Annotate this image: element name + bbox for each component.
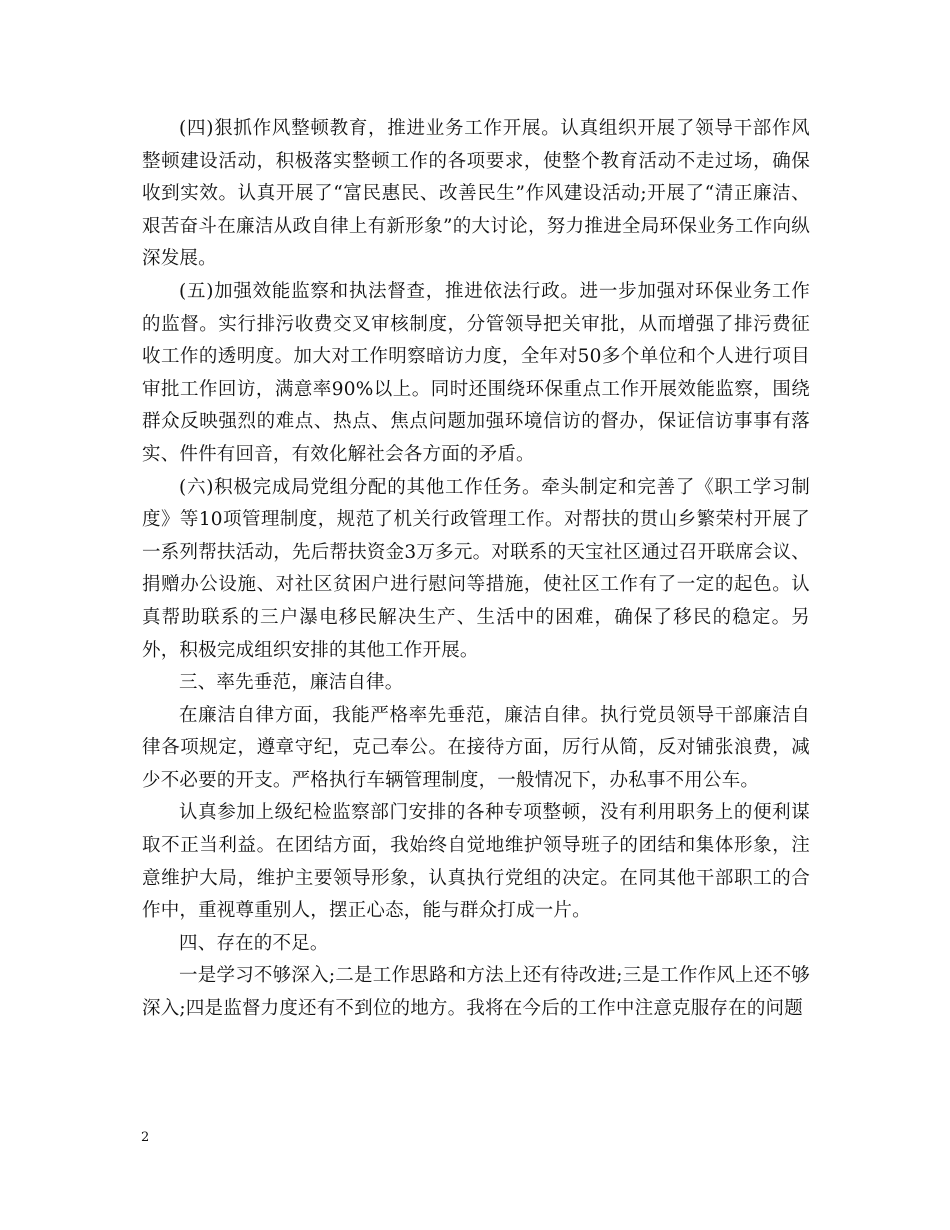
paragraph-section-4: (四)狠抓作风整顿教育，推进业务工作开展。认真组织开展了领导干部作风整顿建设活动，积极落实整顿工作的各项要求，使整个教育活动不走过场，确保收到实效。认真开展了“富民惠民、改善民生”作风建设活动;开展了“清正廉洁、艰苦奋斗在廉洁从政自律上有新形象”的大讨论，努力推进全局环保业务工作向纵深发展。	[142, 118, 810, 270]
page-number: 2	[141, 1130, 150, 1145]
document-body	[142, 113, 810, 1026]
paragraph-section-6: (六)积极完成局党组分配的其他工作任务。牵头制定和完善了《职工学习制度》等10项管理制度，规范了机关行政管理工作。对帮扶的贯山乡繁荣村开展了一系列帮扶活动，先后帮扶资金3万多元。对联系的天宝社区通过召开联席会议、捐赠办公设施、对社区贫困户进行慰问等措施，使社区工作有了一定的起色。认真帮助联系的三户瀑电移民解决生产、生活中的困难，确保了移民的稳定。另外，积极完成组织安排的其他工作开展。	[142, 476, 810, 661]
paragraph-shortcomings: 一是学习不够深入;二是工作思路和方法上还有待改进;三是工作作风上还不够深入;四是监督力度还有不到位的地方。我将在今后的工作中注意克服存在的问题	[142, 965, 810, 1020]
paragraph-rectification: 认真参加上级纪检监察部门安排的各种专项整顿，没有利用职务上的便利谋取不正当利益。在团结方面，我始终自觉地维护领导班子的团结和集体形象，注意维护大局，维护主要领导形象，认真执行党组的决定。在同其他干部职工的合作中，重视尊重别人，摆正心态，能与群众打成一片。	[142, 802, 810, 922]
heading-lead-by-example: 三、率先垂范，廉洁自律。	[179, 672, 404, 694]
heading-shortcomings: 四、存在的不足。	[179, 932, 329, 954]
paragraph-self-discipline: 在廉洁自律方面，我能严格率先垂范，廉洁自律。执行党员领导干部廉洁自律各项规定，遵章守纪，克己奉公。在接待方面，厉行从简，反对铺张浪费，减少不必要的开支。严格执行车辆管理制度，一般情况下，办私事不用公车。	[142, 704, 810, 791]
paragraph-section-5: (五)加强效能监察和执法督查，推进依法行政。进一步加强对环保业务工作的监督。实行排污收费交叉审核制度，分管领导把关审批，从而增强了排污费征收工作的透明度。加大对工作明察暗访力度，全年对50多个单位和个人进行项目审批工作回访，满意率90%以上。同时还围绕环保重点工作开展效能监察，围绕群众反映强烈的难点、热点、焦点问题加强环境信访的督办，保证信访事事有落实、件件有回音，有效化解社会各方面的矛盾。	[142, 280, 810, 465]
